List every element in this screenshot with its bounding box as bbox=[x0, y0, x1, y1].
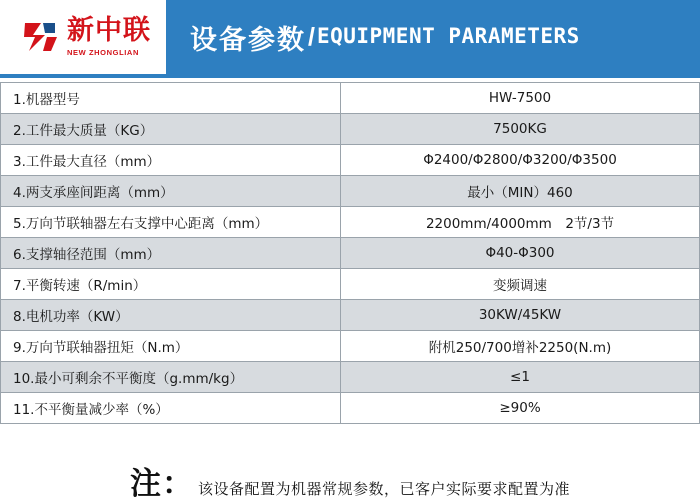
parameter-value: 最小（MIN）460 bbox=[341, 176, 700, 207]
parameter-label: 2.工件最大质量（KG） bbox=[1, 114, 341, 145]
table-row bbox=[1, 83, 700, 114]
footer-note bbox=[0, 458, 700, 500]
parameter-value: 7500KG bbox=[341, 114, 700, 145]
page-title-en: EQUIPMENT PARAMETERS bbox=[316, 24, 580, 48]
brand-logo-text bbox=[67, 17, 151, 56]
table-row bbox=[1, 207, 700, 238]
parameter-label: 9.万向节联轴器扭矩（N.m） bbox=[1, 331, 341, 362]
table-row bbox=[1, 393, 700, 424]
parameter-label: 4.两支承座间距离（mm） bbox=[1, 176, 341, 207]
table-row bbox=[1, 176, 700, 207]
parameter-label: 5.万向节联轴器左右支撑中心距离（mm） bbox=[1, 207, 341, 238]
brand-logo bbox=[0, 0, 166, 74]
parameter-label: 10.最小可剩余不平衡度（g.mm/kg） bbox=[1, 362, 341, 393]
parameter-label: 3.工件最大直径（mm） bbox=[1, 145, 341, 176]
table-row bbox=[1, 269, 700, 300]
equipment-parameters-table bbox=[0, 82, 700, 424]
parameter-value: Φ40-Φ300 bbox=[341, 238, 700, 269]
table-row bbox=[1, 145, 700, 176]
parameter-value: 2200mm/4000mm 2节/3节 bbox=[341, 207, 700, 238]
table-row bbox=[1, 331, 700, 362]
page-header bbox=[0, 0, 700, 78]
parameter-value: ≥90% bbox=[341, 393, 700, 424]
parameter-label: 8.电机功率（KW） bbox=[1, 300, 341, 331]
parameter-label: 11.不平衡量减少率（%） bbox=[1, 393, 341, 424]
brand-name-cn: 新中联 bbox=[67, 15, 151, 47]
table-row bbox=[1, 300, 700, 331]
parameter-value: Φ2400/Φ2800/Φ3200/Φ3500 bbox=[341, 145, 700, 176]
table-row bbox=[1, 238, 700, 269]
parameter-label: 1.机器型号 bbox=[1, 83, 341, 114]
brand-name-en: NEW ZHONGLIAN bbox=[67, 47, 139, 57]
footer-note-label: 注： bbox=[129, 466, 194, 500]
parameter-label: 6.支撑轴径范围（mm） bbox=[1, 238, 341, 269]
page-title-cn: 设备参数 bbox=[190, 24, 306, 56]
parameter-value: 变频调速 bbox=[341, 269, 700, 300]
zhonglian-logo-icon bbox=[21, 17, 61, 57]
page-title-bar bbox=[166, 0, 700, 74]
table-row bbox=[1, 362, 700, 393]
table-row bbox=[1, 114, 700, 145]
footer-note-text: 该设备配置为机器常规参数，已客户实际要求配置为准 bbox=[197, 480, 570, 498]
parameter-value: 附机250/700增补2250(N.m) bbox=[341, 331, 700, 362]
parameter-value: 30KW/45KW bbox=[341, 300, 700, 331]
parameter-value: ≤1 bbox=[341, 362, 700, 393]
table-body bbox=[1, 83, 700, 424]
parameter-label: 7.平衡转速（R/min） bbox=[1, 269, 341, 300]
page-title-separator: / bbox=[308, 22, 315, 51]
parameter-value: HW-7500 bbox=[341, 83, 700, 114]
